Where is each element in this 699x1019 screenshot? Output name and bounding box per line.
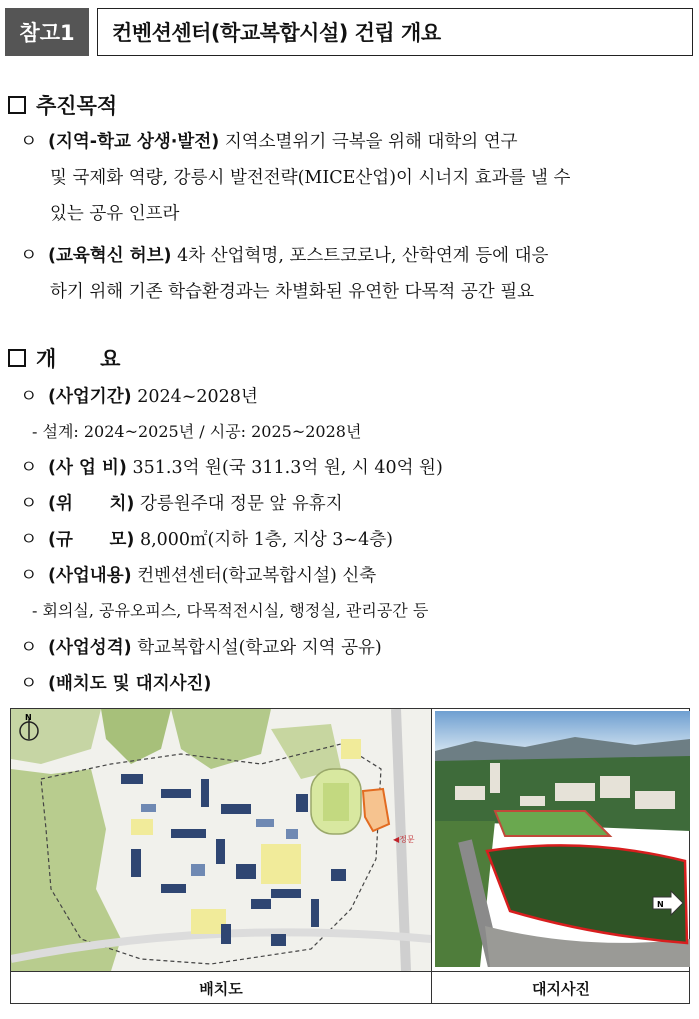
purpose-item-2: [20, 238, 691, 310]
checkbox-square-icon: [8, 349, 26, 367]
circle-bullet-icon: ㅇ: [20, 131, 38, 152]
overview-period: [20, 379, 691, 415]
overview-content-detail: - 회의실, 공유오피스, 다목적전시실, 행정실, 관리공간 등: [32, 601, 429, 620]
photo-north-label: N: [657, 900, 664, 909]
item-text: 학교복합시설(학교와 지역 공유): [137, 638, 382, 658]
overview-budget: [20, 450, 691, 486]
item-label: (지역-학교 상생·발전): [48, 132, 220, 152]
circle-bullet-icon: ㅇ: [20, 493, 38, 514]
section-purpose-heading: [8, 90, 117, 120]
item-label: (교육혁신 허브): [48, 246, 172, 266]
header: [5, 8, 693, 56]
item-label: (사업성격): [48, 638, 132, 658]
site-aerial-photo: [435, 711, 690, 967]
item-label: (배치도 및 대지사진): [48, 674, 212, 694]
circle-bullet-icon: ㅇ: [20, 565, 38, 586]
section-title: 추진목적: [36, 94, 118, 118]
section-title: 개 요: [36, 347, 121, 371]
purpose-item-1: [20, 124, 691, 232]
checkbox-square-icon: [8, 96, 26, 114]
overview-figures: [20, 666, 691, 702]
reference-tag: 참고1: [5, 8, 89, 56]
campus-map-illustration: [11, 709, 431, 971]
item-text: 지역소멸위기 극복을 위해 대학의 연구: [224, 132, 518, 152]
site-layout-map: [11, 709, 431, 971]
item-label: (규 모): [48, 530, 135, 550]
circle-bullet-icon: ㅇ: [20, 637, 38, 658]
overview-period-detail: - 설계: 2024~2025년 / 시공: 2025~2028년: [32, 422, 362, 441]
item-text: 351.3억 원(국 311.3억 원, 시 40억 원): [132, 458, 443, 478]
aerial-photo-illustration: [435, 711, 690, 967]
circle-bullet-icon: ㅇ: [20, 457, 38, 478]
item-text: 컨벤션센터(학교복합시설) 신축: [137, 566, 377, 586]
circle-bullet-icon: ㅇ: [20, 529, 38, 550]
caption-layout: 배치도: [11, 971, 431, 1004]
item-label: (사 업 비): [48, 458, 127, 478]
item-label: (사업기간): [48, 387, 132, 407]
item-label: (사업내용): [48, 566, 132, 586]
item-text-cont: 및 국제화 역량, 강릉시 발전전략(MICE산업)이 시너지 효과를 낼 수: [50, 168, 571, 188]
item-text: 4차 산업혁명, 포스트코로나, 산학연계 등에 대응: [177, 246, 549, 266]
table-divider: [431, 709, 432, 1003]
figure-table: [10, 708, 690, 1004]
caption-photo: 대지사진: [432, 971, 690, 1004]
section-overview-heading: [8, 343, 120, 373]
circle-bullet-icon: ㅇ: [20, 245, 38, 266]
page-title: 컨벤션센터(학교복합시설) 건립 개요: [97, 8, 693, 56]
item-text: 강릉원주대 정문 앞 유휴지: [139, 494, 343, 514]
overview-content: [20, 558, 691, 594]
main-gate-label: ◀정문: [393, 835, 415, 844]
item-text: 2024~2028년: [137, 387, 258, 407]
circle-bullet-icon: ㅇ: [20, 673, 38, 694]
overview-nature: [20, 630, 691, 666]
overview-scale: [20, 522, 691, 558]
item-text: 8,000㎡(지하 1층, 지상 3~4층): [139, 530, 393, 550]
overview-location: [20, 486, 691, 522]
item-text-cont: 있는 공유 인프라: [50, 204, 180, 224]
circle-bullet-icon: ㅇ: [20, 386, 38, 407]
north-label: N: [25, 713, 32, 722]
item-text-cont: 하기 위해 기존 학습환경과는 차별화된 유연한 다목적 공간 필요: [50, 282, 535, 302]
item-label: (위 치): [48, 494, 135, 514]
